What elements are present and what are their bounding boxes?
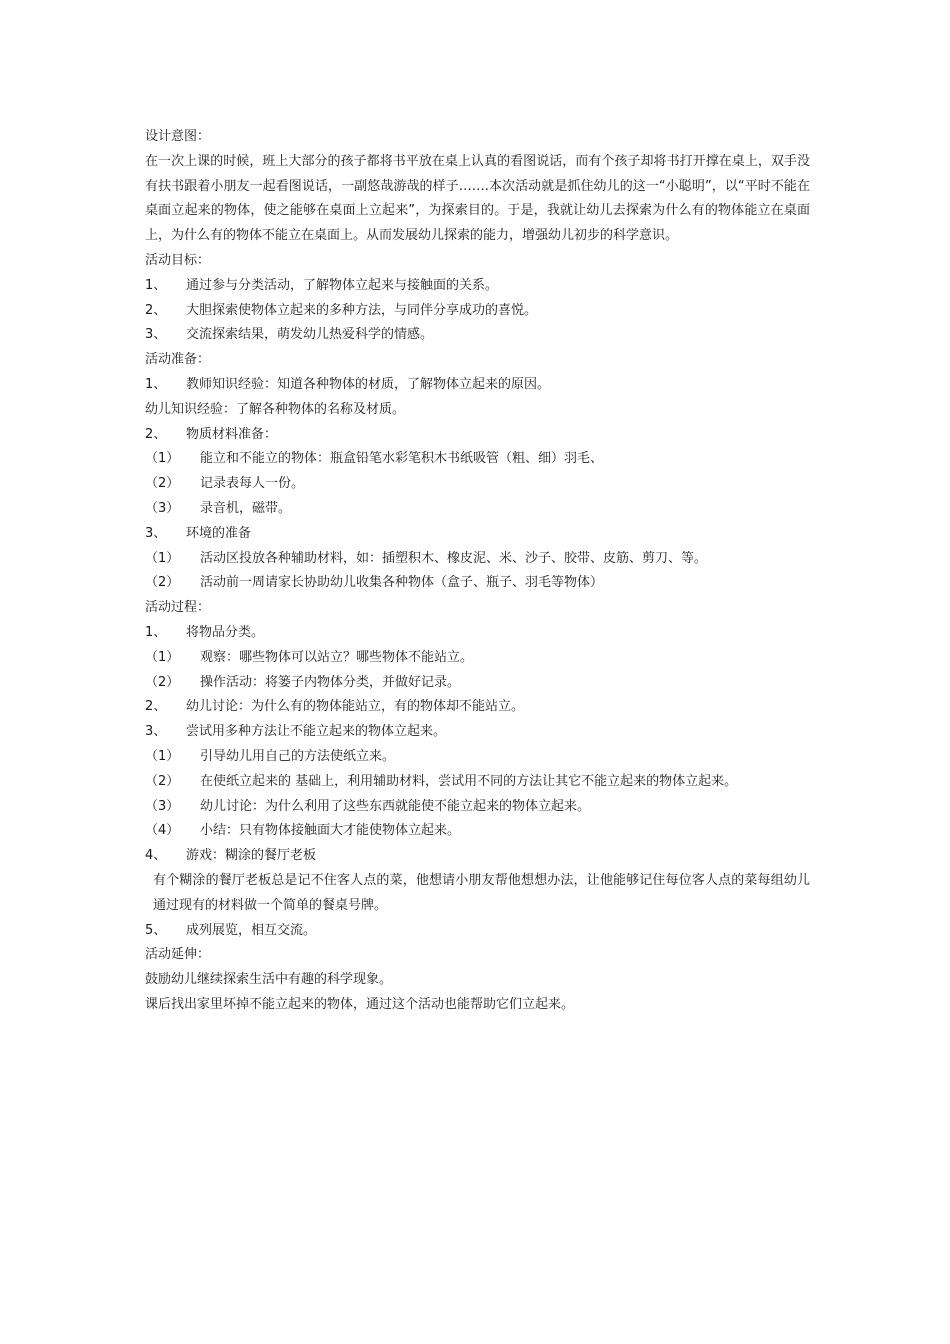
substep-number: （1） (145, 649, 180, 665)
process-step (145, 844, 810, 869)
material-text: 能立和不能立的物体：瓶盒铅笔水彩笔积木书纸吸管（粗、细）羽毛、 (200, 451, 604, 467)
environment-text: 活动区投放各种辅助材料，如：插塑积木、橡皮泥、米、沙子、胶带、皮筋、剪刀、等。 (200, 550, 708, 566)
goal-number: 3、 (145, 327, 167, 343)
preparation-number: 3、 (145, 525, 167, 541)
step-text: 幼儿讨论：为什么有的物体能站立，有的物体却不能站立。 (186, 699, 525, 715)
substep-number: （2） (145, 674, 180, 690)
material-number: （1） (145, 451, 180, 467)
preparation-text: 教师知识经验：知道各种物体的材质，了解物体立起来的原因。 (186, 376, 551, 392)
preparation-number: 1、 (145, 376, 167, 392)
preparation-text: 环境的准备 (186, 525, 252, 541)
goal-text: 通过参与分类活动，了解物体立起来与接触面的关系。 (186, 277, 499, 293)
preparation-item (145, 373, 810, 398)
environment-item (145, 547, 810, 572)
step-number: 5、 (145, 922, 167, 938)
goal-text: 交流探索结果，萌发幼儿热爱科学的情感。 (186, 327, 434, 343)
process-step (145, 919, 810, 944)
design-intent-paragraph: 在一次上课的时候，班上大部分的孩子都将书平放在桌上认真的看图说话，而有个孩子却将书打开撑在桌上，双手没有扶书跟着小朋友一起看图说话，一副悠哉游哉的样子…….本次活动就是抓住幼儿的这一“小聪明”，以“平时不能在桌面立起来的物体，使之能够在桌面上立起来”，为探索目的。于是，我就让幼儿去探索为什么有的物体能立在桌面上，为什么有的物体不能立在桌面上。从而发展幼儿探索的能力，增强幼儿初步的科学意识。 (145, 153, 810, 244)
material-number: （3） (145, 500, 180, 516)
environment-item (145, 571, 810, 596)
document-page (145, 125, 810, 1018)
substep-text: 幼儿讨论：为什么利用了这些东西就能使不能立起来的物体立起来。 (200, 798, 591, 814)
step-text: 游戏：糊涂的餐厅老板 (186, 848, 317, 864)
step-number: 2、 (145, 699, 167, 715)
step-number: 3、 (145, 724, 167, 740)
material-item (145, 497, 810, 522)
substep-text: 小结：只有物体接触面大才能使物体立起来。 (200, 823, 461, 839)
preparation-number: 2、 (145, 426, 167, 442)
goals-heading: 活动目标： (145, 252, 211, 268)
material-text: 记录表每人一份。 (200, 476, 305, 492)
material-item (145, 472, 810, 497)
extension-heading: 活动延伸： (145, 947, 211, 963)
process-substep (145, 671, 810, 696)
step-number: 1、 (145, 624, 167, 640)
preparation-item (145, 423, 810, 448)
material-number: （2） (145, 476, 180, 492)
environment-text: 活动前一周请家长协助幼儿收集各种物体（盒子、瓶子、羽毛等物体） (200, 575, 604, 591)
step-number: 4、 (145, 848, 167, 864)
process-substep (145, 795, 810, 820)
substep-number: （2） (145, 773, 180, 789)
material-text: 录音机，磁带。 (200, 500, 292, 516)
substep-text: 引导幼儿用自己的方法使纸立来。 (200, 748, 396, 764)
goal-item (145, 323, 810, 348)
substep-number: （3） (145, 798, 180, 814)
child-knowledge-line: 幼儿知识经验：了解各种物体的名称及材质。 (145, 401, 406, 417)
material-item (145, 447, 810, 472)
goal-number: 2、 (145, 302, 167, 318)
substep-text: 操作活动：将篓子内物体分类，并做好记录。 (200, 674, 461, 690)
process-substep (145, 646, 810, 671)
extension-line: 课后找出家里坏掉不能立起来的物体，通过这个活动也能帮助它们立起来。 (145, 996, 575, 1012)
process-heading: 活动过程： (145, 600, 211, 616)
substep-number: （1） (145, 748, 180, 764)
design-intent-heading: 设计意图： (145, 129, 211, 144)
step-text: 将物品分类。 (186, 624, 265, 640)
process-step (145, 695, 810, 720)
game-paragraph: 有个糊涂的餐厅老板总是记不住客人点的菜，他想请小朋友帮他想想办法，让他能够记住每位客人点的菜每组幼儿通过现有的材料做一个简单的餐桌号牌。 (153, 872, 810, 913)
step-text: 尝试用多种方法让不能立起来的物体立起来。 (186, 724, 447, 740)
process-substep (145, 745, 810, 770)
extension-line: 鼓励幼儿继续探索生活中有趣的科学现象。 (145, 972, 393, 988)
substep-text: 在使纸立起来的 基础上，利用辅助材料，尝试用不同的方法让其它不能立起来的物体立起来。 (200, 773, 738, 789)
goal-item (145, 274, 810, 299)
process-substep (145, 819, 810, 844)
process-step (145, 621, 810, 646)
preparation-text: 物质材料准备： (186, 426, 278, 442)
environment-number: （2） (145, 575, 180, 591)
step-text: 成列展览，相互交流。 (186, 922, 317, 938)
substep-number: （4） (145, 823, 180, 839)
process-substep (145, 770, 810, 795)
substep-text: 观察：哪些物体可以站立？哪些物体不能站立。 (200, 649, 474, 665)
preparation-item (145, 522, 810, 547)
process-step (145, 720, 810, 745)
goal-item (145, 299, 810, 324)
goal-text: 大胆探索使物体立起来的多种方法，与同伴分享成功的喜悦。 (186, 302, 538, 318)
goal-number: 1、 (145, 277, 167, 293)
environment-number: （1） (145, 550, 180, 566)
preparation-heading: 活动准备： (145, 352, 211, 368)
